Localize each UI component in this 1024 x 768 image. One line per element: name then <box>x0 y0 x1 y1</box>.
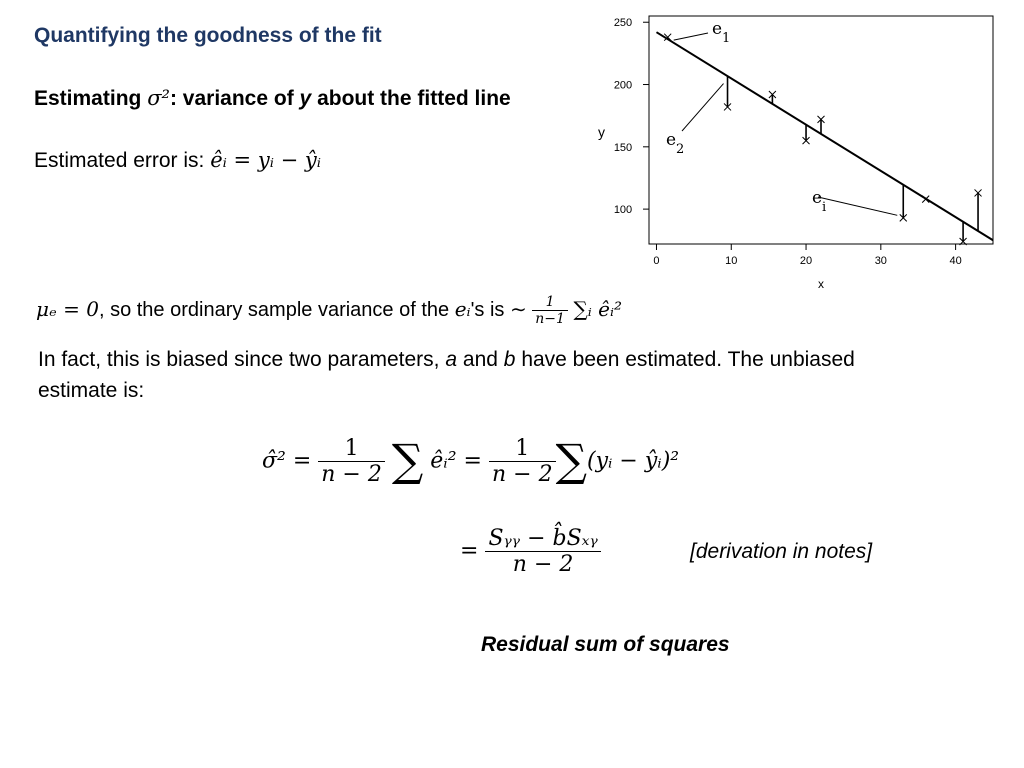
eq2-num: Sᵧᵧ − b̂Sₓᵧ <box>485 526 600 552</box>
estimated-error-label: Estimated error is: <box>34 149 205 172</box>
mean-variance-line <box>36 294 622 327</box>
residual-scatter-plot <box>596 8 1006 293</box>
rss-label: Residual sum of squares <box>481 633 730 656</box>
subtitle-symbol: σ² <box>147 86 170 110</box>
eq1-frac-den: n − 2 <box>321 462 382 487</box>
para-a: a <box>445 348 458 371</box>
y-tick-label: 200 <box>613 79 633 92</box>
eq2-den: n − 2 <box>512 552 574 577</box>
variance-frac-num: 1 <box>532 294 568 311</box>
para-part2: have been estimated. The unbiased estimate is: <box>38 348 855 402</box>
eq1-fraction2 <box>489 436 556 487</box>
estimated-error-line <box>34 148 321 173</box>
subtitle-var: y <box>299 87 312 110</box>
annotation-label: e <box>666 130 677 150</box>
subtitle-mid: : variance of <box>169 87 294 110</box>
eq1-term2: (yᵢ − ŷᵢ)² <box>587 448 680 474</box>
y-tick-label: 250 <box>613 17 633 30</box>
annotation-leader <box>818 197 897 215</box>
eq1-frac-num: 1 <box>318 436 385 462</box>
annotation-label: e <box>712 19 723 39</box>
eq1-term1: êᵢ² = <box>430 448 482 474</box>
subtitle-prefix: Estimating <box>34 87 142 110</box>
subtitle <box>34 86 511 111</box>
x-tick-label: 30 <box>874 255 887 267</box>
bias-paragraph <box>38 344 918 406</box>
x-tick-label: 0 <box>653 255 660 267</box>
eq1-sum2: ∑ <box>555 435 587 487</box>
derivation-note: [derivation in notes] <box>690 540 873 563</box>
para-and: and <box>462 348 498 371</box>
x-axis-label: x <box>818 277 824 291</box>
y-tick-label: 100 <box>613 204 633 217</box>
eq2-fraction <box>485 526 600 577</box>
estimated-error-formula: êᵢ = yᵢ − ŷᵢ <box>210 148 321 172</box>
para-b: b <box>503 348 516 371</box>
annotation-subscript: i <box>822 200 827 215</box>
y-tick-label: 150 <box>613 141 633 154</box>
variance-frac-den: n−1 <box>535 311 565 327</box>
sxx-equation <box>460 526 601 577</box>
eq1-fraction <box>318 436 385 487</box>
variance-sum: ∑ᵢ êᵢ² <box>573 296 623 321</box>
x-tick-label: 20 <box>799 255 813 267</box>
eq1-sum: ∑ <box>391 435 424 487</box>
variance-fraction <box>532 294 568 327</box>
annotation-label: e <box>812 188 823 208</box>
eq2-lhs: = <box>460 538 479 564</box>
variance-text: , so the ordinary sample variance of the <box>98 298 450 321</box>
variance-var: eᵢ <box>454 296 471 321</box>
eq1-frac2-den: n − 2 <box>491 462 553 487</box>
eq1-frac2-num: 1 <box>489 436 556 462</box>
eq1-lhs: σ̂² = <box>262 448 312 474</box>
x-tick-label: 10 <box>725 255 738 267</box>
para-part1: In fact, this is biased since two parameters, <box>38 348 440 371</box>
unbiased-estimate-equation <box>262 436 679 487</box>
subtitle-suffix: about the fitted line <box>317 87 511 110</box>
annotation-leader <box>682 84 724 131</box>
mean-formula: μₑ = 0 <box>36 296 99 321</box>
annotation-leader <box>674 33 708 40</box>
annotation-subscript: 1 <box>722 31 731 46</box>
annotation-subscript: 2 <box>676 142 685 157</box>
y-axis-label: y <box>598 123 605 140</box>
variance-text2: 's is ∼ <box>470 298 527 321</box>
slide-title: Quantifying the goodness of the fit <box>34 24 382 47</box>
x-tick-label: 40 <box>949 255 962 267</box>
